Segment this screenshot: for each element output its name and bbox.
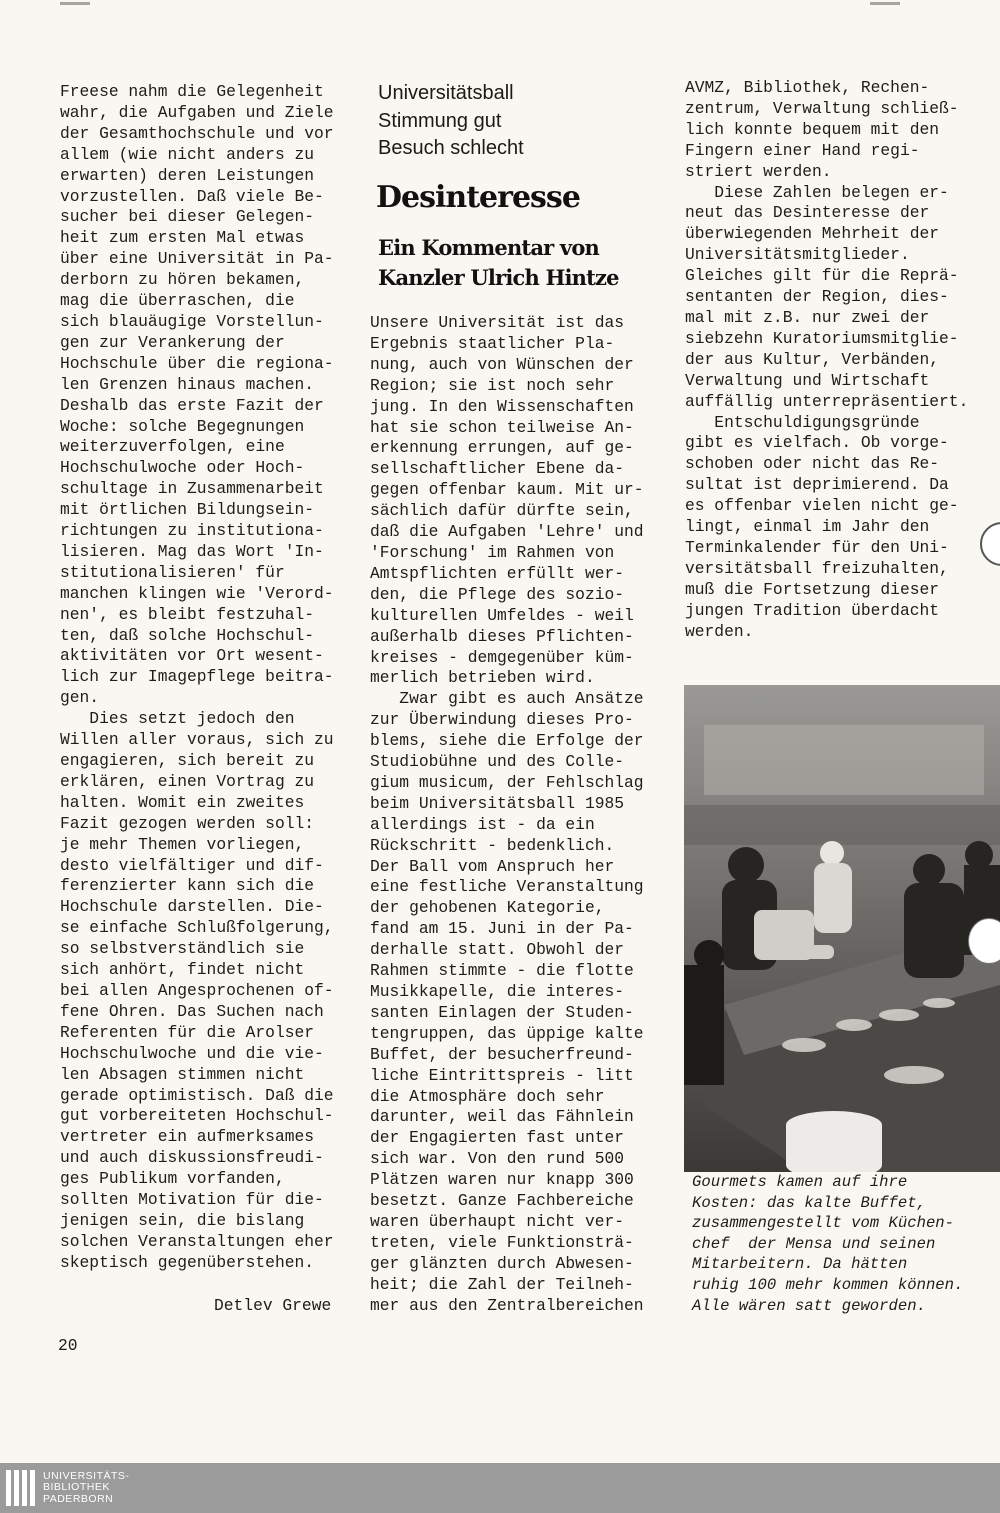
text-line: nung, auch von Wünschen der — [370, 354, 634, 374]
caption-line: chef der Mensa und seinen — [692, 1234, 936, 1253]
text-line: heit zum ersten Mal etwas — [60, 228, 305, 248]
text-line: den, die Pflege des sozio- — [370, 584, 625, 604]
text-line: ten, daß solche Hochschul- — [60, 625, 315, 645]
text-line: gerade optimistisch. Daß die — [60, 1085, 334, 1105]
text-line: der aus Kultur, Verbänden, — [685, 349, 940, 369]
text-line: sentanten der Region, dies- — [685, 287, 949, 307]
text-line: AVMZ, Bibliothek, Rechen- — [685, 78, 930, 97]
text-line: Hochschulwoche und die vie- — [60, 1043, 324, 1063]
text-line: halten. Womit ein zweites — [60, 792, 305, 812]
text-line: wahr, die Aufgaben und Ziele — [60, 102, 334, 122]
text-line: erkennung errungen, auf ge- — [370, 438, 634, 458]
text-line: versitätsball freizuhalten, — [685, 558, 949, 578]
text-line: Freese nahm die Gelegenheit — [60, 82, 324, 101]
text-line: gium musicum, der Fehlschlag — [370, 772, 644, 792]
text-line: erklären, einen Vortrag zu — [60, 771, 315, 791]
text-line: se einfache Schlußfolgerung, — [60, 918, 334, 938]
text-line: so selbstverständlich sie — [60, 939, 305, 959]
buffet-photo — [684, 685, 1000, 1172]
text-line: heit; die Zahl der Teilneh- — [370, 1274, 634, 1294]
text-line: jenigen sein, die bislang — [60, 1210, 305, 1230]
text-line: Buffet, der besucherfreund- — [370, 1044, 634, 1064]
text-line: die Atmosphäre doch sehr — [370, 1086, 605, 1106]
kicker-line: Besuch schlecht — [378, 137, 524, 159]
text-line: zur Überwindung dieses Pro- — [370, 710, 634, 730]
text-line: und auch diskussionsfreudi- — [60, 1148, 324, 1168]
text-line: mal mit z.B. nur zwei der — [685, 307, 930, 327]
caption-line: Alle wären satt geworden. — [692, 1296, 926, 1315]
text-line: Entschuldigungsgründe — [685, 412, 920, 432]
text-line: Der Ball vom Anspruch her — [370, 856, 615, 876]
text-line: zentrum, Verwaltung schließ- — [685, 98, 959, 118]
text-line: mag die überraschen, die — [60, 291, 295, 311]
text-line: schultage in Zusammenarbeit — [60, 479, 324, 499]
subheadline-line: Kanzler Ulrich Hintze — [378, 265, 619, 290]
text-line: ferenzierter kann sich die — [60, 876, 315, 896]
text-line: stitutionalisieren' für — [60, 562, 285, 582]
text-line: derborn zu hören bekamen, — [60, 270, 305, 290]
text-line: neut das Desinteresse der — [685, 203, 930, 223]
text-line: werden. — [685, 621, 754, 641]
text-line: der Engagierten fast unter — [370, 1128, 625, 1148]
text-line: Rückschritt - bedenklich. — [370, 835, 615, 855]
text-line: besetzt. Ganze Fachbereiche — [370, 1191, 634, 1211]
text-line: Hochschulwoche oder Hoch- — [60, 458, 305, 478]
text-line: weiterzuverfolgen, eine — [60, 437, 285, 457]
text-line: manchen klingen wie 'Verord- — [60, 583, 334, 603]
text-line: siebzehn Kuratoriumsmitglie- — [685, 328, 959, 348]
library-logo — [6, 1467, 129, 1509]
text-line: santen Einlagen der Studen- — [370, 1002, 634, 1022]
text-line: gibt es vielfach. Ob vorge- — [685, 433, 949, 453]
text-line: Deshalb das erste Fazit der — [60, 395, 324, 415]
text-line: beim Universitätsball 1985 — [370, 793, 625, 813]
text-line: Dies setzt jedoch den — [60, 709, 295, 729]
text-line: vorzustellen. Daß viele Be- — [60, 186, 324, 206]
text-line: fand am 15. Juni in der Pa- — [370, 919, 634, 939]
text-line: Ergebnis staatlicher Pla- — [370, 333, 615, 353]
text-line: len Grenzen hinaus machen. — [60, 374, 315, 394]
text-line: erwarten) deren Leistungen — [60, 165, 315, 185]
article-subheadline — [378, 233, 619, 293]
text-line: sich anhört, findet nicht — [60, 960, 305, 980]
kicker-line: Universitätsball — [378, 82, 514, 104]
text-line: bei allen Angesprochenen of- — [60, 980, 334, 1000]
article-column-1 — [60, 82, 334, 1274]
text-line: len Absagen stimmen nicht — [60, 1064, 305, 1084]
punch-hole — [980, 522, 1000, 566]
text-line: blems, siehe die Erfolge der — [370, 731, 644, 751]
text-line: sucher bei dieser Gelegen- — [60, 207, 315, 227]
text-line: lisieren. Mag das Wort 'In- — [60, 541, 324, 561]
text-line: eine festliche Veranstaltung — [370, 877, 644, 897]
text-line: liche Eintrittspreis - litt — [370, 1065, 634, 1085]
text-line: tengruppen, das üppige kalte — [370, 1023, 644, 1043]
text-line: solchen Veranstaltungen eher — [60, 1231, 334, 1251]
text-line: darunter, weil das Fähnlein — [370, 1107, 634, 1127]
text-line: es offenbar vielen nicht ge- — [685, 496, 959, 516]
text-line: der gehobenen Kategorie, — [370, 898, 605, 918]
text-line: gen. — [60, 688, 100, 708]
text-line: lich konnte bequem mit den — [685, 119, 940, 139]
text-line: lich zur Imagepflege beitra- — [60, 667, 334, 687]
text-line: Zwar gibt es auch Ansätze — [370, 689, 644, 709]
caption-line: Mitarbeitern. Da hätten — [692, 1255, 908, 1274]
caption-line: ruhig 100 mehr kommen können. — [692, 1275, 964, 1294]
article-headline: Desinteresse — [376, 180, 580, 215]
text-line: Fazit gezogen werden soll: — [60, 813, 315, 833]
caption-line: Gourmets kamen auf ihre — [692, 1173, 908, 1191]
text-line: skeptisch gegenüberstehen. — [60, 1252, 315, 1272]
article-column-3 — [685, 78, 968, 642]
text-line: sächlich dafür dürfte sein, — [370, 501, 634, 521]
text-line: Hochschule über die regiona- — [60, 353, 334, 373]
text-line: derhalle statt. Obwohl der — [370, 940, 625, 960]
text-line: je mehr Themen vorliegen, — [60, 834, 305, 854]
text-line: muß die Fortsetzung dieser — [685, 579, 940, 599]
article-column-2 — [370, 313, 644, 1317]
text-line: Gleiches gilt für die Reprä- — [685, 266, 959, 286]
text-line: jung. In den Wissenschaften — [370, 396, 634, 416]
text-line: allerdings ist - da ein — [370, 814, 595, 834]
author-signature: Detlev Grewe — [214, 1296, 332, 1315]
page-number: 20 — [58, 1336, 78, 1355]
text-line: sultat ist deprimierend. Da — [685, 475, 949, 495]
text-line: Referenten für die Arolser — [60, 1022, 315, 1042]
text-line: gen zur Verankerung der — [60, 332, 285, 352]
text-line: waren überhaupt nicht ver- — [370, 1211, 625, 1231]
text-line: ger glänzten durch Abwesen- — [370, 1253, 634, 1273]
text-line: richtungen zu institutiona- — [60, 521, 324, 541]
text-line: Region; sie ist noch sehr — [370, 375, 615, 395]
text-line: Fingern einer Hand regi- — [685, 140, 920, 160]
text-line: vertreter ein aufmerksames — [60, 1127, 315, 1147]
text-line: Universitätsmitglieder. — [685, 245, 910, 265]
text-line: Studiobühne und des Colle- — [370, 752, 625, 772]
text-line: merlich betrieben wird. — [370, 668, 595, 688]
text-line: hat sie schon teilweise An- — [370, 417, 634, 437]
scan-edge-mark — [870, 2, 900, 5]
text-line: Verwaltung und Wirtschaft — [685, 370, 930, 390]
text-line: sich blauäugige Vorstellun- — [60, 311, 324, 331]
text-line: der Gesamthochschule und vor — [60, 123, 334, 143]
text-line: aktivitäten vor Ort wesent- — [60, 646, 324, 666]
photo-caption — [692, 1172, 963, 1316]
text-line: Unsere Universität ist das — [370, 313, 625, 332]
text-line: ges Publikum vorfanden, — [60, 1169, 285, 1189]
kicker-line: Stimmung gut — [378, 109, 502, 132]
text-line: Hochschule darstellen. Die- — [60, 897, 324, 917]
text-line: daß die Aufgaben 'Lehre' und — [370, 522, 644, 542]
text-line: Rahmen stimmte - die flotte — [370, 961, 634, 981]
caption-line: Kosten: das kalte Buffet, — [692, 1193, 926, 1212]
text-line: engagieren, sich bereit zu — [60, 751, 315, 770]
text-line: fene Ohren. Das Suchen nach — [60, 1001, 324, 1021]
text-line: Diese Zahlen belegen er- — [685, 182, 949, 202]
text-line: sollten Motivation für die- — [60, 1190, 324, 1210]
scan-edge-mark — [60, 2, 90, 5]
text-line: kreises - demgegenüber küm- — [370, 647, 634, 667]
text-line: überwiegenden Mehrheit der — [685, 224, 940, 244]
text-line: jungen Tradition überdacht — [685, 600, 940, 620]
text-line: nen', es bleibt festzuhal- — [60, 604, 315, 624]
text-line: kulturellen Umfeldes - weil — [370, 605, 634, 625]
text-line: mer aus den Zentralbereichen — [370, 1295, 644, 1315]
text-line: mit örtlichen Bildungsein- — [60, 500, 315, 520]
text-line: striert werden. — [685, 161, 832, 181]
text-line: Willen aller voraus, sich zu — [60, 730, 334, 750]
text-line: Woche: solche Begegnungen — [60, 416, 305, 436]
text-line: lingt, einmal im Jahr den — [685, 517, 930, 537]
text-line: sich war. Von den rund 500 — [370, 1149, 625, 1169]
text-line: treten, viele Funktionsträ- — [370, 1232, 634, 1252]
text-line: gut vorbereiteten Hochschul- — [60, 1106, 334, 1126]
text-line: außerhalb dieses Pflichten- — [370, 626, 634, 646]
text-line: über eine Universität in Pa- — [60, 249, 334, 269]
text-line: 'Forschung' im Rahmen von — [370, 542, 615, 562]
text-line: schoben oder nicht das Re- — [685, 454, 940, 474]
text-line: desto vielfältiger und dif- — [60, 855, 324, 875]
text-line: Amtspflichten erfüllt wer- — [370, 563, 625, 583]
article-kicker — [378, 80, 524, 163]
text-line: sellschaftlicher Ebene da- — [370, 459, 625, 479]
library-logo-icon — [6, 1470, 35, 1506]
text-line: auffällig unterrepräsentiert. — [685, 391, 969, 411]
text-line: allem (wie nicht anders zu — [60, 144, 315, 164]
caption-line: zusammengestellt vom Küchen- — [692, 1214, 955, 1233]
library-name: UNIVERSITÄTS- BIBLIOTHEK PADERBORN — [43, 1469, 130, 1505]
subheadline-line: Ein Kommentar von — [378, 235, 599, 260]
footer-bar — [0, 1463, 1000, 1513]
text-line: Terminkalender für den Uni- — [685, 537, 949, 557]
text-line: gegen offenbar kaum. Mit ur- — [370, 480, 644, 500]
text-line: Plätzen waren nur knapp 300 — [370, 1170, 634, 1190]
text-line: Musikkapelle, die interes- — [370, 982, 625, 1001]
